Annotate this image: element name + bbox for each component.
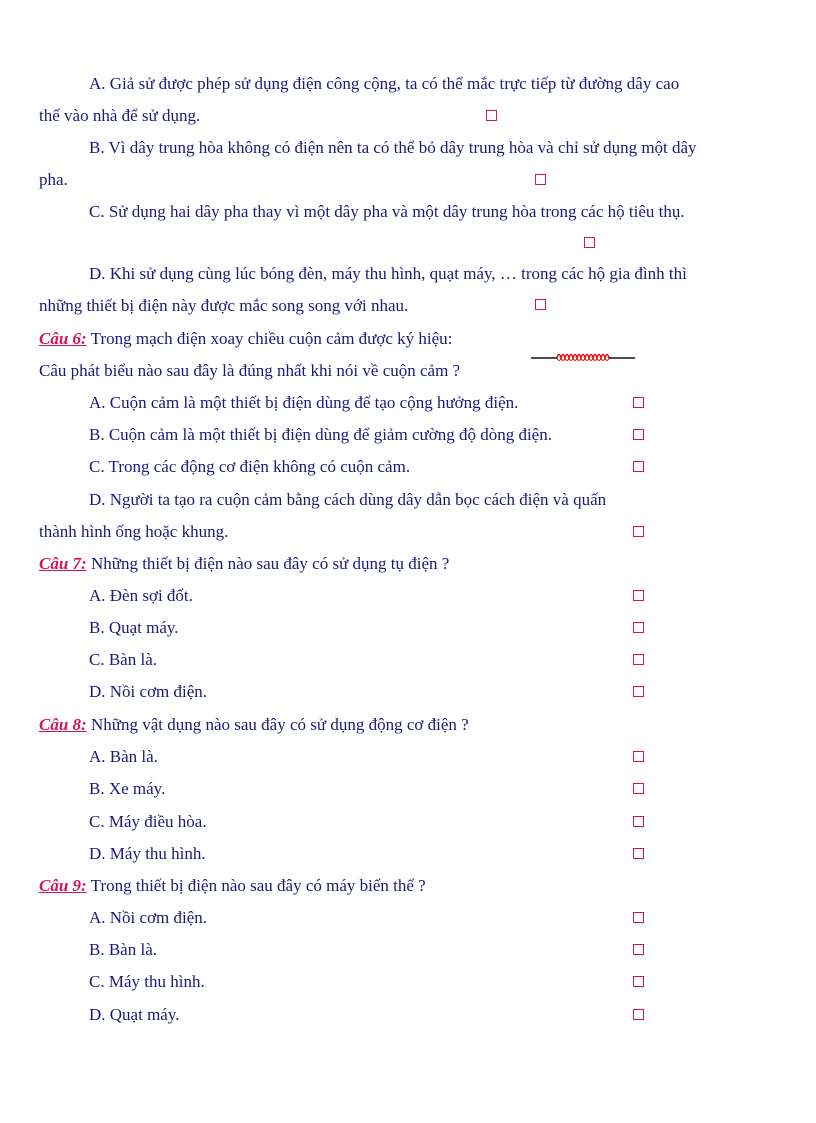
q5-option-b-line2: pha. [39,170,68,189]
q8-option-c: C. Máy điều hòa. [89,812,207,831]
q7-option-d: D. Nồi cơm điện. [89,682,208,701]
q7-option-c-checkbox[interactable] [633,654,644,665]
q9-option-d: D. Quạt máy. [89,1005,180,1024]
q6-option-a-checkbox[interactable] [633,397,644,408]
q6-question-line2: Câu phát biểu nào sau đây là đúng nhất khi nói về cuộn cảm ? [39,361,461,380]
q9-option-c-checkbox[interactable] [633,976,644,987]
q8-option-b-checkbox[interactable] [633,783,644,794]
q9-option-a-checkbox[interactable] [633,912,644,923]
q6-label: Câu 6: [39,329,87,348]
q8-option-d-checkbox[interactable] [633,848,644,859]
q6-option-a: A. Cuộn cảm là một thiết bị điện dùng để tạo cộng hưởng điện. [89,393,519,412]
q7-option-d-checkbox[interactable] [633,686,644,697]
q6-option-d-checkbox[interactable] [633,526,644,537]
q9-option-b-checkbox[interactable] [633,944,644,955]
q5-option-a-checkbox[interactable] [486,110,497,121]
q6-option-d-line2: thành hình ống hoặc khung. [39,522,229,541]
q9-question [39,876,426,896]
q5-option-d-line1: D. Khi sử dụng cùng lúc bóng đèn, máy thu hình, quạt máy, … trong các hộ gia đình thì [89,264,687,283]
q7-option-a-checkbox[interactable] [633,590,644,601]
q5-option-b-line1: B. Vì dây trung hòa không có điện nên ta có thể bỏ dây trung hòa và chỉ sử dụng một dây [89,138,697,157]
q8-question [39,715,469,735]
q9-label: Câu 9: [39,876,87,895]
q9-option-b: B. Bàn là. [89,940,157,959]
q5-option-c-checkbox[interactable] [584,237,595,248]
q7-option-a: A. Đèn sợi đốt. [89,586,193,605]
q8-option-d: D. Máy thu hình. [89,844,206,863]
q9-option-c: C. Máy thu hình. [89,972,205,991]
q7-question [39,554,449,574]
q6-text: Trong mạch điện xoay chiều cuộn cảm được ký hiệu: [86,329,453,348]
q5-option-a-line2: thế vào nhà để sử dụng. [39,106,201,125]
q8-option-a: A. Bàn là. [89,747,158,766]
q5-option-d-checkbox[interactable] [535,299,546,310]
q6-option-b-checkbox[interactable] [633,429,644,440]
q8-text: Những vật dụng nào sau đây có sử dụng động cơ điện ? [86,715,469,734]
q9-option-d-checkbox[interactable] [633,1009,644,1020]
q6-question [39,329,452,349]
q5-option-b-checkbox[interactable] [535,174,546,185]
q7-option-c: C. Bàn là. [89,650,157,669]
q9-text: Trong thiết bị điện nào sau đây có máy biến thế ? [86,876,426,895]
inductor-symbol-icon [531,350,635,366]
q6-option-b: B. Cuộn cảm là một thiết bị điện dùng để giảm cường độ dòng điện. [89,425,552,444]
q5-option-c-line1: C. Sử dụng hai dây pha thay vì một dây pha và một dây trung hòa trong các hộ tiêu thụ. [89,202,685,221]
q9-option-a: A. Nồi cơm điện. [89,908,208,927]
q5-option-a-line1: A. Giả sử được phép sử dụng điện công cộng, ta có thể mắc trực tiếp từ đường dây cao [89,74,680,93]
q8-option-b: B. Xe máy. [89,779,166,798]
q5-option-d-line2: những thiết bị điện này được mắc song song với nhau. [39,296,409,315]
q8-option-a-checkbox[interactable] [633,751,644,762]
q7-option-b: B. Quạt máy. [89,618,179,637]
q7-option-b-checkbox[interactable] [633,622,644,633]
q8-option-c-checkbox[interactable] [633,816,644,827]
q7-text: Những thiết bị điện nào sau đây có sử dụng tụ điện ? [86,554,450,573]
q7-label: Câu 7: [39,554,87,573]
q6-option-d: D. Người ta tạo ra cuộn cảm bằng cách dùng dây dẫn bọc cách điện và quấn [89,490,607,509]
q6-option-c: C. Trong các động cơ điện không có cuộn cảm. [89,457,411,476]
q6-option-c-checkbox[interactable] [633,461,644,472]
q8-label: Câu 8: [39,715,87,734]
